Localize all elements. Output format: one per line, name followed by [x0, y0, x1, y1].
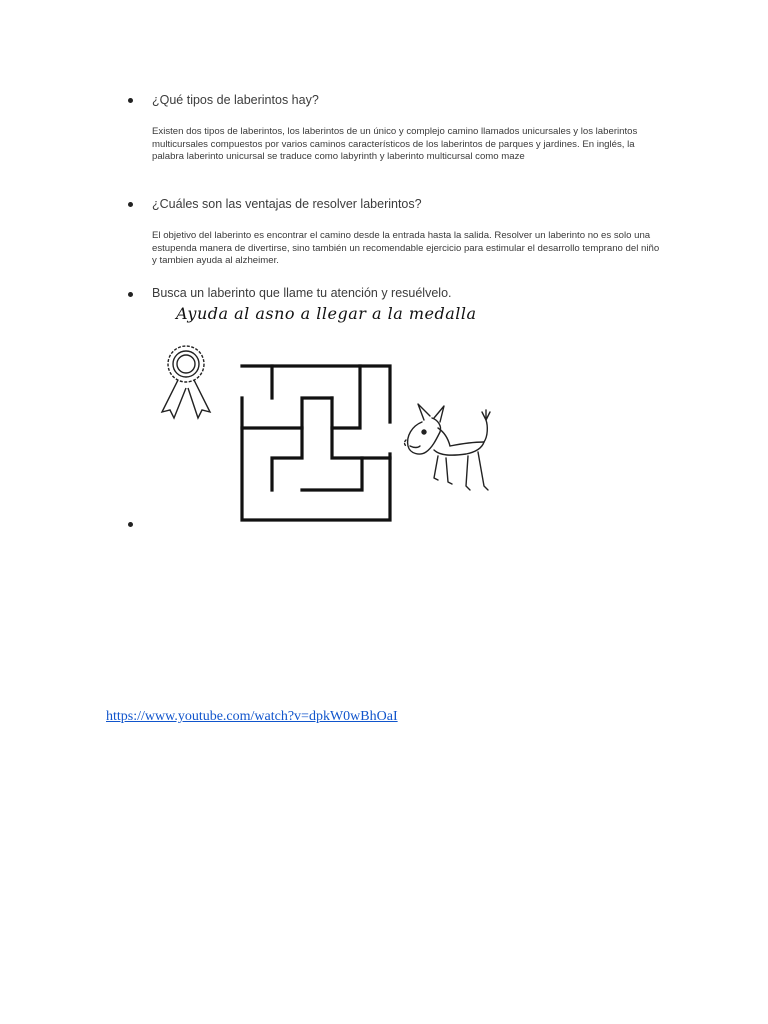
- bullet-2: [128, 202, 133, 207]
- bullet-1: [128, 98, 133, 103]
- bullet-empty: [128, 522, 133, 527]
- question-find-maze: Busca un laberinto que llame tu atención y resuélvelo.: [152, 286, 452, 300]
- youtube-link[interactable]: https://www.youtube.com/watch?v=dpkW0wBhOaI: [106, 709, 398, 724]
- answer-types: Existen dos tipos de laberintos, los laberintos de un único y complejo camino llamados unicursales y los laberintos multicursales compuestos por varios caminos característicos de los laberintos de parques y jardines. En inglés, la palabra laberinto unicursal se traduce como labyrinth y laberinto multicursal como maze: [152, 126, 638, 163]
- maze-diagram: [238, 362, 396, 524]
- question-types: ¿Qué tipos de laberintos hay?: [152, 93, 319, 107]
- question-advantages: ¿Cuáles son las ventajas de resolver laberintos?: [152, 197, 422, 211]
- answer-advantages: El objetivo del laberinto es encontrar el camino desde la entrada hasta la salida. Resolver un laberinto no es solo una estupenda manera de divertirse, sino también un recomendable ejercicio para estimular el desarrollo temprano del niño y tambien ayuda al alzheimer.: [152, 230, 660, 267]
- bullet-3: [128, 292, 133, 297]
- medal-rosette-icon: [156, 342, 218, 420]
- worksheet-heading: Ayuda al asno a llegar a la medalla: [176, 304, 477, 323]
- donkey-icon: [404, 402, 498, 500]
